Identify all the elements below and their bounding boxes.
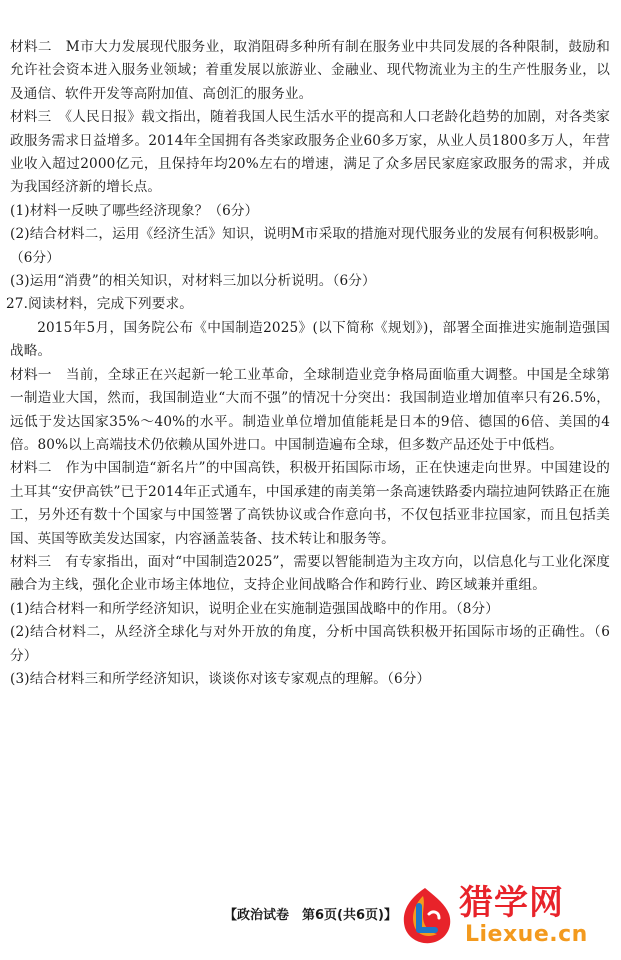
question-27-1: (1)结合材料一和所学经济知识，说明企业在实施制造强国战略中的作用。（8分） [10,600,499,617]
question-26-2: (2)结合材料二，运用《经济生活》知识，说明M市采取的措施对现代服务业的发展有何积极影响。（6分） [10,226,608,266]
watermark-url: Liexue.cn [465,922,588,947]
footer-text: 【政治试卷 第6页(共6页)】 [224,908,397,923]
question-27-intro: 2015年5月，国务院公布《中国制造2025》(以下简称《规划》)，部署全面推进实施制造强国战略。 [10,319,610,360]
question-27-2: (2)结合材料二，从经济全球化与对外开放的角度，分析中国高铁积极开拓国际市场的正确性。（6分） [10,624,610,664]
question-27-3: (3)结合材料三和所学经济知识，谈谈你对该专家观点的理解。（6分） [10,670,431,687]
watermark-logo [393,882,613,952]
exam-content [6,36,610,691]
material-two-paragraph-27: 材料二 作为中国制造“新名片”的中国高铁，积极开拓国际市场，正在快速走向世界。中国建设的土耳其“安伊高铁”已于2014年正式通车，中国承建的南美第一条高速铁路委内瑞拉迪阿铁路正在施工，另外还有数十个国家与中国签署了高铁协议或合作意向书，不仅包括亚非拉国家，而且包括美国、英国等欧美发达国家，内容涵盖装备、技术转让和服务等。 [10,460,610,547]
liexue-logo-icon [393,884,457,948]
material-one-paragraph: 材料一 当前，全球正在兴起新一轮工业革命，全球制造业竞争格局面临重大调整。中国是全球第一制造业大国，然而，我国制造业“大而不强”的情况十分突出：我国制造业增加值率只有26.5%，远低于发达国家35%～40%的水平。制造业单位增加值能耗是日本的9倍、德国的6倍、美国的4倍。80%以上高端技术仍依赖从国外进口。中国制造遍布全球，但多数产品还处于中低档。 [10,366,610,453]
watermark-name: 猎学网 [459,883,564,923]
material-two-paragraph: 材料二 M市大力发展现代服务业，取消阻碍多种所有制在服务业中共同发展的各种限制，鼓励和允许社会资本进入服务业领域；着重发展以旅游业、金融业、现代物流业为主的生产性服务业，以及通信、软件开发等高附加值、高创汇的服务业。 [10,39,610,102]
question-26-1: (1)材料一反映了哪些经济现象？（6分） [10,202,259,219]
material-three-paragraph-27: 材料三 有专家指出，面对“中国制造2025”，需要以智能制造为主攻方向，以信息化与工业化深度融合为主线，强化企业市场主体地位，支持企业间战略合作和跨行业、跨区域兼并重组。 [10,553,610,594]
question-26-3: (3)运用“消费”的相关知识，对材料三加以分析说明。（6分） [10,273,376,290]
material-three-paragraph: 材料三 《人民日报》载文指出，随着我国人民生活水平的提高和人口老龄化趋势的加剧，对各类家政服务需求日益增多。2014年全国拥有各类家政服务企业60多万家，从业人员1800多万人，年营业收入超过2000亿元，且保持年均20%左右的增速，满足了众多居民家庭家政服务的需求，并成为我国经济新的增长点。 [10,109,610,196]
question-27-title: 27.阅读材料，完成下列要求。 [6,296,193,313]
